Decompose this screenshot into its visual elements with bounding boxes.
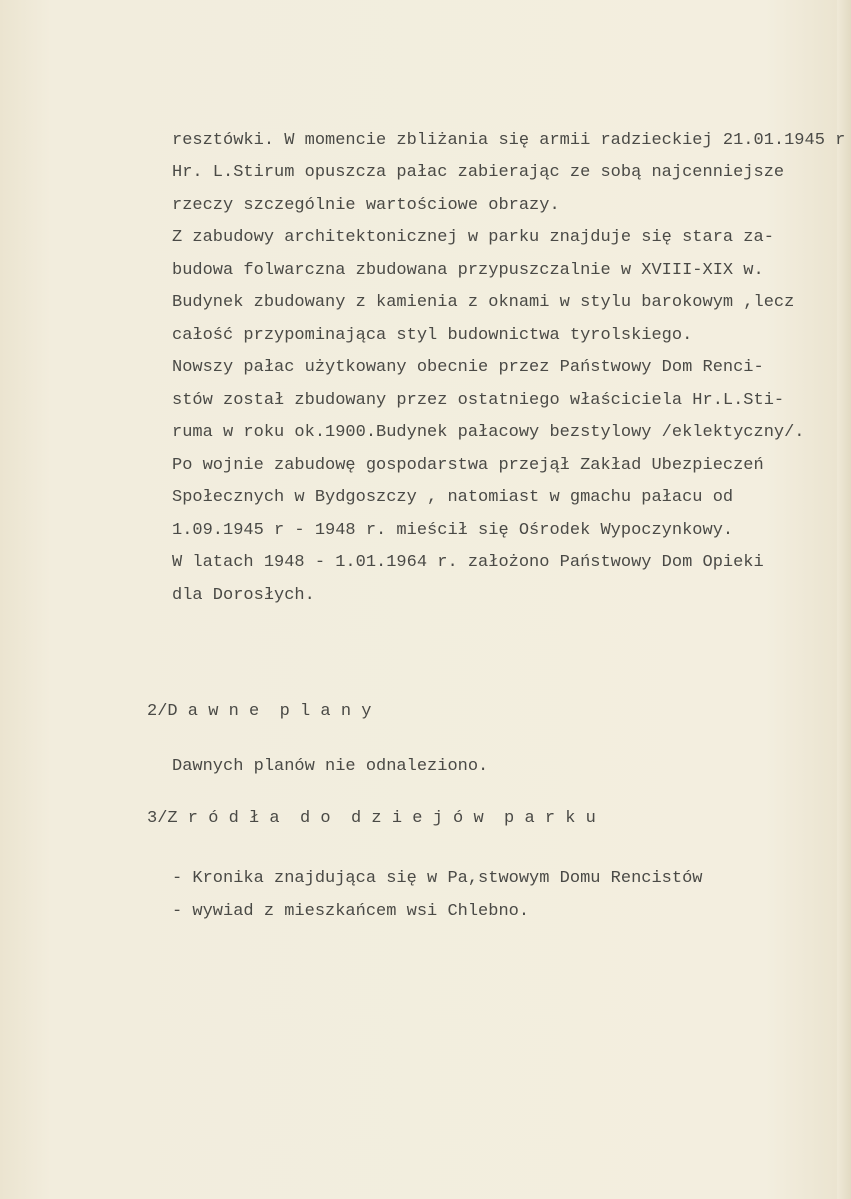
text-line: Hr. L.Stirum opuszcza pałac zabierając ze sobą najcenniejsze — [172, 163, 785, 182]
text-line: Po wojnie zabudowę gospodarstwa przejął Zakład Ubezpieczeń — [172, 456, 764, 475]
list-item: - Kronika znajdująca się w Pa,stwowym Domu Rencistów — [172, 869, 703, 888]
text-line: budowa folwarczna zbudowana przypuszczalnie w XVIII-XIX w. — [172, 261, 764, 280]
section-heading-sources: 3/Z r ó d ł a d o d z i e j ó w p a r k u — [147, 809, 596, 828]
text-line: całość przypominająca styl budownictwa tyrolskiego. — [172, 326, 693, 345]
text-line: Budynek zbudowany z kamienia z oknami w stylu barokowym ,lecz — [172, 293, 795, 312]
text-line: 1.09.1945 r - 1948 r. mieścił się Ośrodek Wypoczynkowy. — [172, 521, 734, 540]
text-line: resztówki. W momencie zbliżania się armii radzieckiej 21.01.1945 r — [172, 131, 846, 150]
list-item: - wywiad z mieszkańcem wsi Chlebno. — [172, 902, 530, 921]
text-line: rzeczy szczególnie wartościowe obrazy. — [172, 196, 560, 215]
text-line: ruma w roku ok.1900.Budynek pałacowy bezstylowy /eklektyczny/. — [172, 423, 805, 442]
text-line: Społecznych w Bydgoszczy , natomiast w gmachu pałacu od — [172, 488, 734, 507]
text-line: Nowszy pałac użytkowany obecnie przez Państwowy Dom Renci- — [172, 358, 764, 377]
text-line: W latach 1948 - 1.01.1964 r. założono Państwowy Dom Opieki — [172, 553, 764, 572]
text-line: stów został zbudowany przez ostatniego właściciela Hr.L.Sti- — [172, 391, 785, 410]
page-edge — [837, 0, 851, 1199]
text-line: dla Dorosłych. — [172, 586, 315, 605]
section-heading-old-plans: 2/D a w n e p l a n y — [147, 702, 372, 721]
text-line: Z zabudowy architektonicznej w parku znajduje się stara za- — [172, 228, 774, 247]
section-text: Dawnych planów nie odnaleziono. — [172, 757, 489, 776]
